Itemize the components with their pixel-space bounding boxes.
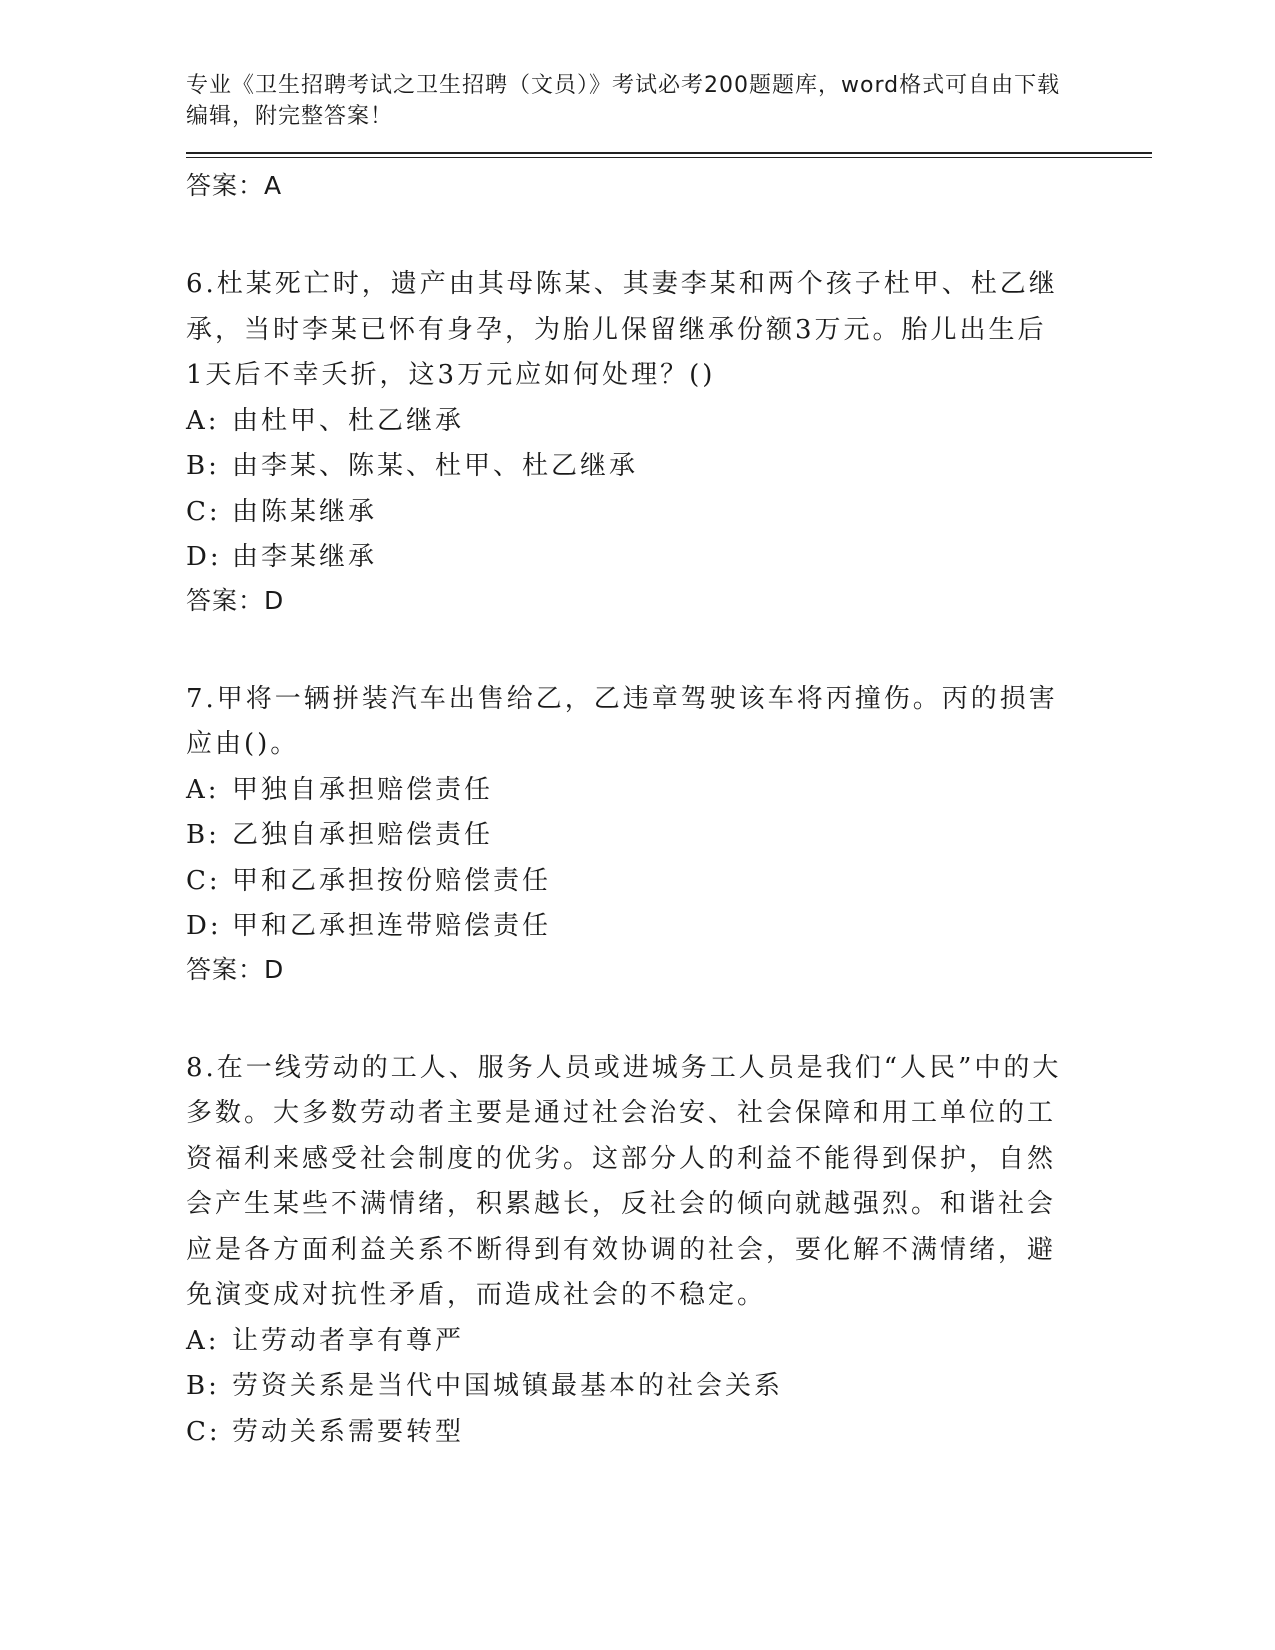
question-8	[186, 1046, 1156, 1456]
option-c	[186, 859, 1156, 905]
option-a	[186, 1319, 1156, 1365]
option-c	[186, 490, 1156, 536]
option-label: D:	[186, 542, 222, 572]
option-b	[186, 444, 1156, 490]
option-text: 乙独自承担赔偿责任	[232, 820, 494, 850]
option-text: 甲独自承担赔偿责任	[232, 774, 494, 805]
option-label: C:	[186, 496, 221, 527]
option-text: 劳动关系需要转型	[232, 1416, 465, 1447]
option-label: C:	[186, 1416, 221, 1447]
option-label: D:	[186, 911, 222, 941]
option-label: B:	[186, 820, 220, 850]
option-b	[186, 813, 1156, 859]
option-d	[186, 904, 1156, 950]
option-label: B:	[186, 1371, 220, 1401]
question-6	[186, 262, 1156, 617]
answer-line: 答案：D	[186, 954, 285, 984]
option-text: 由李某继承	[232, 542, 378, 572]
option-a	[186, 399, 1156, 445]
option-label: C:	[186, 865, 221, 896]
document-header: 专业《卫生招聘考试之卫生招聘（文员）》考试必考200题题库，word格式可自由下载编辑，附完整答案！	[186, 73, 1061, 129]
option-label: A:	[186, 405, 220, 436]
option-text: 由李某、陈某、杜甲、杜乙继承	[232, 451, 639, 481]
option-text: 甲和乙承担连带赔偿责任	[232, 911, 552, 941]
answer-line: 答案：A	[186, 171, 283, 200]
question-stem: 6.杜某死亡时，遗产由其母陈某、其妻李某和两个孩子杜甲、杜乙继承，当时李某已怀有身孕，为胎儿保留继承份额3万元。胎儿出生后1天后不幸夭折，这3万元应如何处理？()	[186, 269, 1058, 390]
option-b	[186, 1364, 1156, 1410]
option-label: A:	[186, 1325, 220, 1356]
header-divider-thick	[186, 152, 1152, 154]
answer-line: 答案：D	[186, 585, 285, 615]
question-stem: 8.在一线劳动的工人、服务人员或进城务工人员是我们“人民”中的大多数。大多数劳动者主要是通过社会治安、社会保障和用工单位的工资福利来感受社会制度的优劣。这部分人的利益不能得到保护，自然会产生某些不满情绪，积累越长，反社会的倾向就越强烈。和谐社会应是各方面利益关系不断得到有效协调的社会，要化解不满情绪，避免演变成对抗性矛盾，而造成社会的不稳定。	[186, 1052, 1062, 1310]
option-text: 由杜甲、杜乙继承	[232, 405, 465, 436]
document-page	[186, 70, 1156, 1455]
option-c	[186, 1410, 1156, 1456]
option-text: 劳资关系是当代中国城镇最基本的社会关系	[232, 1371, 784, 1401]
option-label: A:	[186, 774, 220, 805]
option-a	[186, 768, 1156, 814]
option-text: 甲和乙承担按份赔偿责任	[232, 865, 552, 896]
option-d	[186, 535, 1156, 581]
question-7	[186, 677, 1156, 986]
option-label: B:	[186, 451, 220, 481]
option-text: 由陈某继承	[232, 496, 378, 527]
question-stem: 7.甲将一辆拼装汽车出售给乙，乙违章驾驶该车将丙撞伤。丙的损害应由()。	[186, 683, 1058, 759]
header-divider-thin	[186, 157, 1152, 158]
option-text: 让劳动者享有尊严	[232, 1325, 465, 1356]
